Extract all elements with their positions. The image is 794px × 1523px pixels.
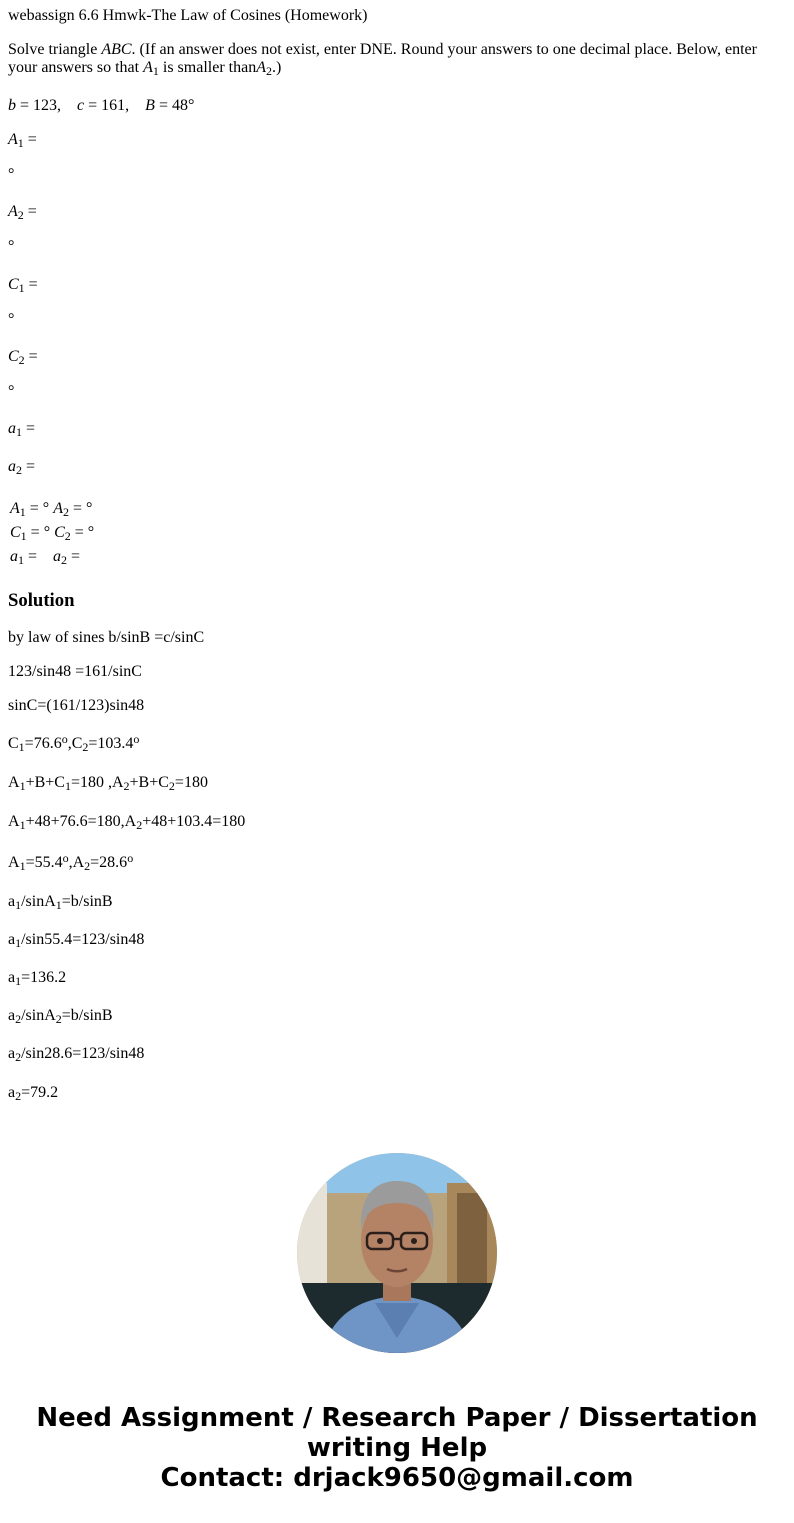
solution-line: by law of sines b/sinB =c/sinC [8,629,205,646]
promo-line: writing Help [306,1433,488,1463]
summary-row-a: $a_1$ = $a_2$ = [10,548,81,567]
solution-line: sinC=(161/123)sin48 [8,697,145,714]
solution-line: $C_1=76.6^o,C_2=103.4^o$ [8,732,140,754]
solution-line: $a_1=136.2$ [8,969,67,988]
summary-row-C: $C_1$ = ° $C_2$ = ° [10,524,95,543]
promo-line: Need Assignment / Research Paper / Dissertation [36,1403,758,1433]
problem-instructions: Solve triangle ABC. (If an answer does not exist, enter DNE. Round your answers to one decimal place. Below, enter your answers so that $A_1$ is smaller thanA$_2$.) [8,41,757,78]
answer-label-C1: $C_1$ = [8,276,38,295]
given-values: b = 123, c = 161, B = 48° [8,97,195,114]
answer-label-a1: $a_1$ = [8,420,36,439]
answer-summary-table [10,497,94,569]
promo-contact[interactable]: Contact: drjack9650@gmail.com [160,1463,634,1493]
solution-line: 123/sin48 =161/sinC [8,663,142,680]
page-title: webassign 6.6 Hmwk-The Law of Cosines (Homework) [8,7,368,24]
promo-banner [0,1403,794,1493]
answer-label-A2: $A_2$ = [8,203,37,222]
summary-row-A: $A_1$ = ° $A_2$ = ° [10,500,93,519]
solution-line: $a_2=79.2$ [8,1084,59,1103]
solution-line: $a_1/\sin 55.4=123/\sin 48$ [8,931,145,950]
degree-unit: ° [8,311,15,328]
solution-line: $a_2/\sin 28.6=123/\sin 48$ [8,1045,145,1064]
solution-line: $a_1/\sin A_1=b$/sinB [8,893,113,912]
person-portrait-icon [297,1153,497,1353]
answer-label-a2: $a_2$ = [8,458,36,477]
solution-line: $A_1=55.4^o,A_2=28.6^o$ [8,851,134,873]
degree-unit: ° [8,383,15,400]
solution-line: $A_1+48+76.6=180,A_2+48+103.4=180$ [8,813,246,832]
degree-unit: ° [8,238,15,255]
answer-label-C2: $C_2$ = [8,348,38,367]
degree-unit: ° [8,166,15,183]
solution-heading: Solution [8,590,75,611]
solution-line: $A_1+B+C_1=180$ $,A_2+B+C_2=180$ [8,774,208,793]
author-avatar [297,1153,497,1353]
solution-line: $a_2/\sin A_2=b$/sinB [8,1007,113,1026]
answer-label-A1: $A_1$ = [8,131,37,150]
